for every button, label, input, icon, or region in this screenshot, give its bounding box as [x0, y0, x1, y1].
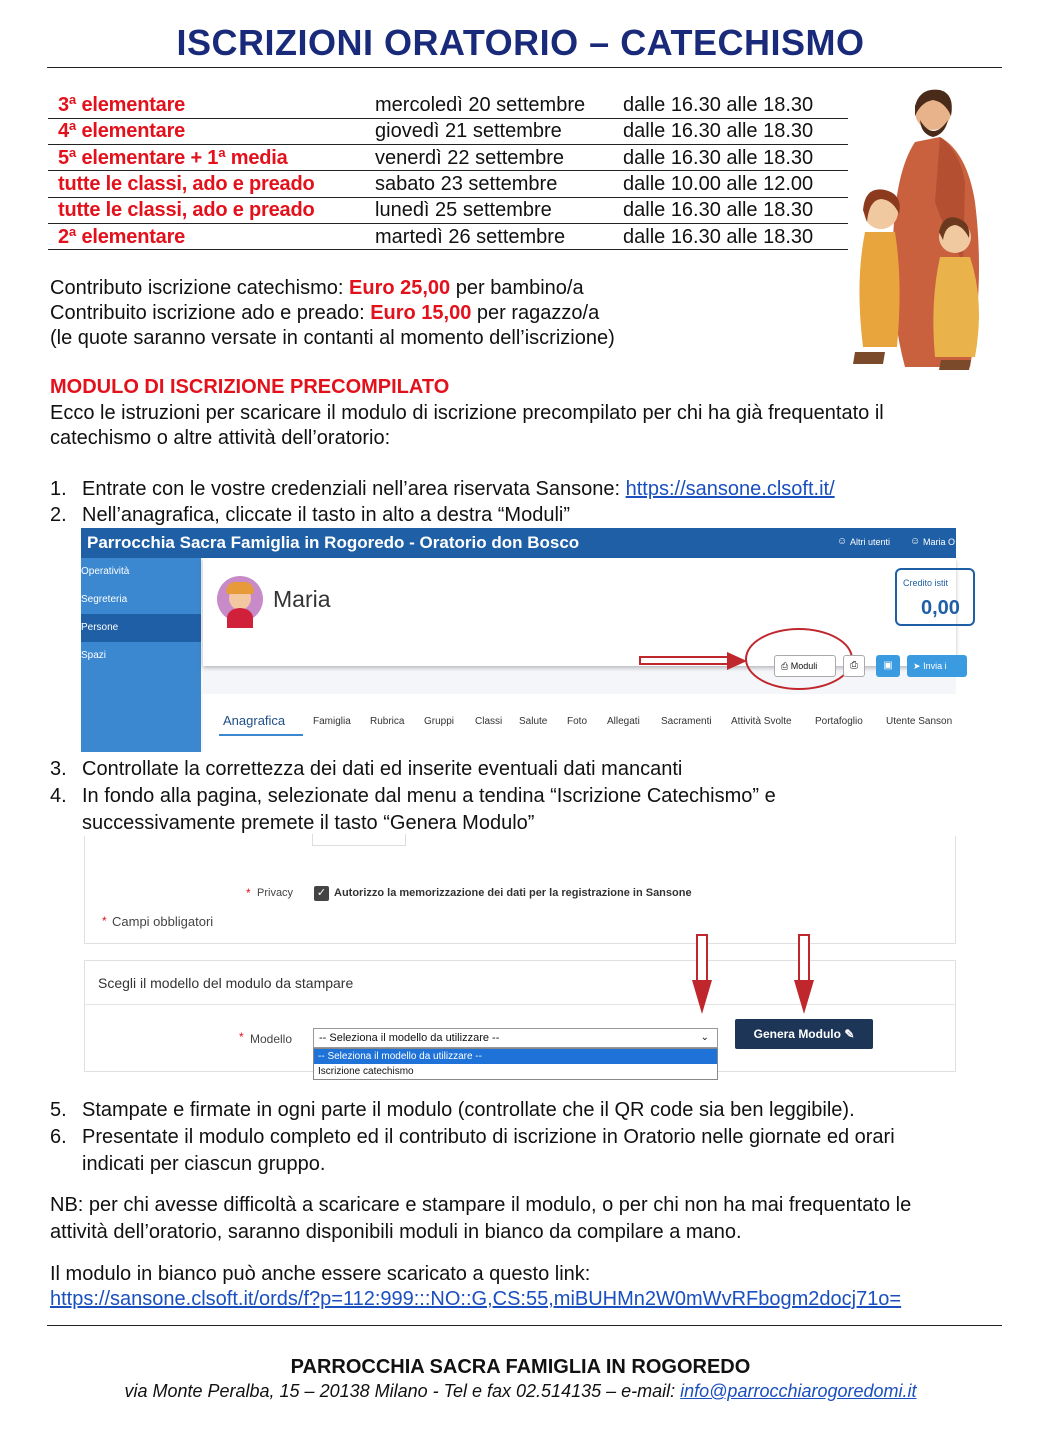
moduli-button[interactable]: ⎙ Moduli: [774, 655, 836, 677]
divider: [47, 67, 1002, 68]
send-icon: ➤: [913, 661, 921, 671]
tab-sacramenti[interactable]: Sacramenti: [661, 716, 712, 727]
tab-underline: [219, 734, 303, 736]
page-title: ISCRIZIONI ORATORIO – CATECHISMO: [176, 22, 865, 63]
sidebar-item-segreteria[interactable]: Segreteria: [81, 594, 128, 605]
sansone-link[interactable]: https://sansone.clsoft.it/: [625, 478, 835, 500]
modello-label: Modello: [250, 1032, 293, 1046]
credito-box: Credito istit 0,00: [895, 568, 975, 626]
modello-select[interactable]: -- Seleziona il modello da utilizzare -- ⌄: [313, 1028, 718, 1048]
fee-note: (le quote saranno versate in contanti al momento dell’iscrizione): [50, 327, 615, 349]
privacy-text: Autorizzo la memorizzazione dei dati per la registrazione in Sansone: [334, 887, 692, 899]
red-down-arrow-head: [692, 980, 712, 1014]
tab-anagrafica[interactable]: Anagrafica: [223, 713, 286, 728]
step-4: 4. In fondo alla pagina, selezionate dal menu a tendina “Iscrizione Catechismo” e: [50, 785, 776, 807]
required-note: Campi obbligatori: [112, 914, 214, 929]
sidebar: [81, 558, 201, 752]
modello-asterisk: *: [239, 1030, 244, 1044]
red-arrow-head: [727, 652, 747, 670]
tab-attivita-svolte[interactable]: Attività Svolte: [731, 716, 792, 727]
floppy-icon: ▣: [883, 660, 893, 671]
tab-foto[interactable]: Foto: [567, 716, 588, 727]
required-asterisk: *: [102, 914, 107, 928]
save-button[interactable]: [876, 655, 900, 677]
nb-line-1: NB: per chi avesse difficoltà a scaricare e stampare il modulo, o per chi non ha mai frequentato le: [50, 1194, 912, 1216]
edit-icon: ✎: [844, 1027, 855, 1041]
schedule-table: [48, 92, 848, 250]
sidebar-item-spazi[interactable]: Spazi: [81, 650, 107, 661]
sidebar-item-persone[interactable]: Persone: [81, 614, 201, 642]
altri-utenti-link[interactable]: Altri utenti: [850, 537, 891, 547]
screenshot-genera-modulo: [84, 838, 956, 1078]
footer-address: via Monte Peralba, 15 – 20138 Milano - Tel e fax 02.514135 – e-mail: info@parrocchiarogoredomi.it: [124, 1381, 917, 1401]
panel-title: Scegli il modello del modulo da stampare: [98, 975, 354, 991]
previous-field-stub: [312, 834, 406, 846]
red-down-arrow: [696, 934, 708, 982]
step-4-cont: successivamente premete il tasto “Genera Modulo”: [82, 812, 535, 834]
red-down-arrow-head: [794, 980, 814, 1014]
print-icon: ⎙: [850, 660, 858, 671]
dropdown-option[interactable]: -- Seleziona il modello da utilizzare --: [314, 1049, 717, 1064]
step-6: 6. Presentate il modulo completo ed il contributo di iscrizione in Oratorio nelle giornate ed orari: [50, 1126, 895, 1148]
red-down-arrow: [798, 934, 810, 982]
genera-modulo-button[interactable]: Genera Modulo ✎: [735, 1019, 873, 1049]
section-heading: MODULO DI ISCRIZIONE PRECOMPILATO: [50, 376, 450, 398]
tab-classi[interactable]: Classi: [475, 716, 503, 727]
step-3: 3. Controllate la correttezza dei dati ed inserite eventuali dati mancanti: [50, 758, 683, 780]
invia-button[interactable]: ➤ Invia i: [907, 655, 967, 677]
red-arrow: [639, 656, 729, 665]
nb-line-2: attività dell’oratorio, saranno disponibili moduli in bianco da compilare a mano.: [50, 1221, 742, 1243]
user-menu[interactable]: Maria O: [923, 537, 956, 547]
avatar: [217, 576, 263, 622]
tab-rubrica[interactable]: Rubrica: [370, 716, 405, 727]
app-header: [81, 528, 956, 558]
footer-email-link[interactable]: info@parrocchiarogoredomi.it: [680, 1381, 917, 1401]
step-1: 1. Entrate con le vostre credenziali nell’area riservata Sansone: https://sansone.clsoft.it/: [50, 478, 835, 500]
dropdown-option[interactable]: Iscrizione catechismo: [318, 1066, 414, 1077]
divider: [47, 1325, 1002, 1326]
tab-salute[interactable]: Salute: [519, 716, 548, 727]
step-6-cont: indicati per ciascun gruppo.: [82, 1153, 326, 1175]
tab-famiglia[interactable]: Famiglia: [313, 716, 351, 727]
blank-module-text: Il modulo in bianco può anche essere scaricato a questo link:: [50, 1263, 591, 1285]
jesus-children-illustration: [845, 82, 1005, 372]
table-row: 4ª elementare giovedì 21 settembre dalle 16.30 alle 18.30: [48, 118, 848, 144]
fee-ado: Contribuito iscrizione ado e preado: Euro 15,00 per ragazzo/a: [50, 302, 600, 324]
table-row: 2ª elementare martedì 26 settembre dalle 16.30 alle 18.30: [48, 223, 848, 249]
sidebar-item-operativita[interactable]: Operatività: [81, 566, 130, 577]
print-icon: ⎙: [781, 661, 789, 671]
tab-allegati[interactable]: Allegati: [607, 716, 640, 727]
step-5: 5. Stampate e firmate in ogni parte il modulo (controllate che il QR code sia ben leggibile).: [50, 1099, 855, 1121]
fee-catechismo: Contributo iscrizione catechismo: Euro 25,00 per bambino/a: [50, 277, 584, 299]
print-button[interactable]: [843, 655, 865, 677]
screenshot-anagrafica: [81, 528, 960, 752]
chevron-down-icon: ⌄: [700, 1032, 709, 1043]
privacy-label: Privacy: [257, 887, 294, 899]
intro-line-2: catechismo o altre attività dell’oratorio:: [50, 427, 391, 449]
tab-portafoglio[interactable]: Portafoglio: [815, 716, 863, 727]
privacy-asterisk: *: [246, 886, 251, 900]
panel-divider: [84, 1004, 956, 1005]
table-row: tutte le classi, ado e preado lunedì 25 settembre dalle 16.30 alle 18.30: [48, 197, 848, 223]
intro-line-1: Ecco le istruzioni per scaricare il modulo di iscrizione precompilato per chi ha già frequentato il: [50, 402, 884, 424]
step-2: 2. Nell’anagrafica, cliccate il tasto in alto a destra “Moduli”: [50, 504, 570, 526]
profile-name: Maria: [273, 586, 331, 612]
app-header-title: Parrocchia Sacra Famiglia in Rogoredo - Oratorio don Bosco: [87, 533, 580, 552]
table-row: 3ª elementare mercoledì 20 settembre dalle 16.30 alle 18.30: [48, 92, 848, 118]
person-icon[interactable]: ☺: [910, 536, 921, 547]
footer-name: PARROCCHIA SACRA FAMIGLIA IN ROGOREDO: [290, 1356, 751, 1378]
tab-utente-sansone[interactable]: Utente Sanson: [886, 716, 953, 727]
table-row: tutte le classi, ado e preado sabato 23 settembre dalle 10.00 alle 12.00: [48, 171, 848, 197]
modello-dropdown: [313, 1048, 718, 1080]
table-row: 5ª elementare + 1ª media venerdì 22 settembre dalle 16.30 alle 18.30: [48, 145, 848, 171]
privacy-checkbox[interactable]: ✓: [314, 886, 329, 901]
user-icon[interactable]: ☺: [837, 536, 848, 547]
blank-module-link[interactable]: https://sansone.clsoft.it/ords/f?p=112:999:::NO::G,CS:55,miBUHMn2W0mWvRFbogm2docj71o=: [50, 1288, 902, 1310]
tab-gruppi[interactable]: Gruppi: [424, 716, 455, 727]
